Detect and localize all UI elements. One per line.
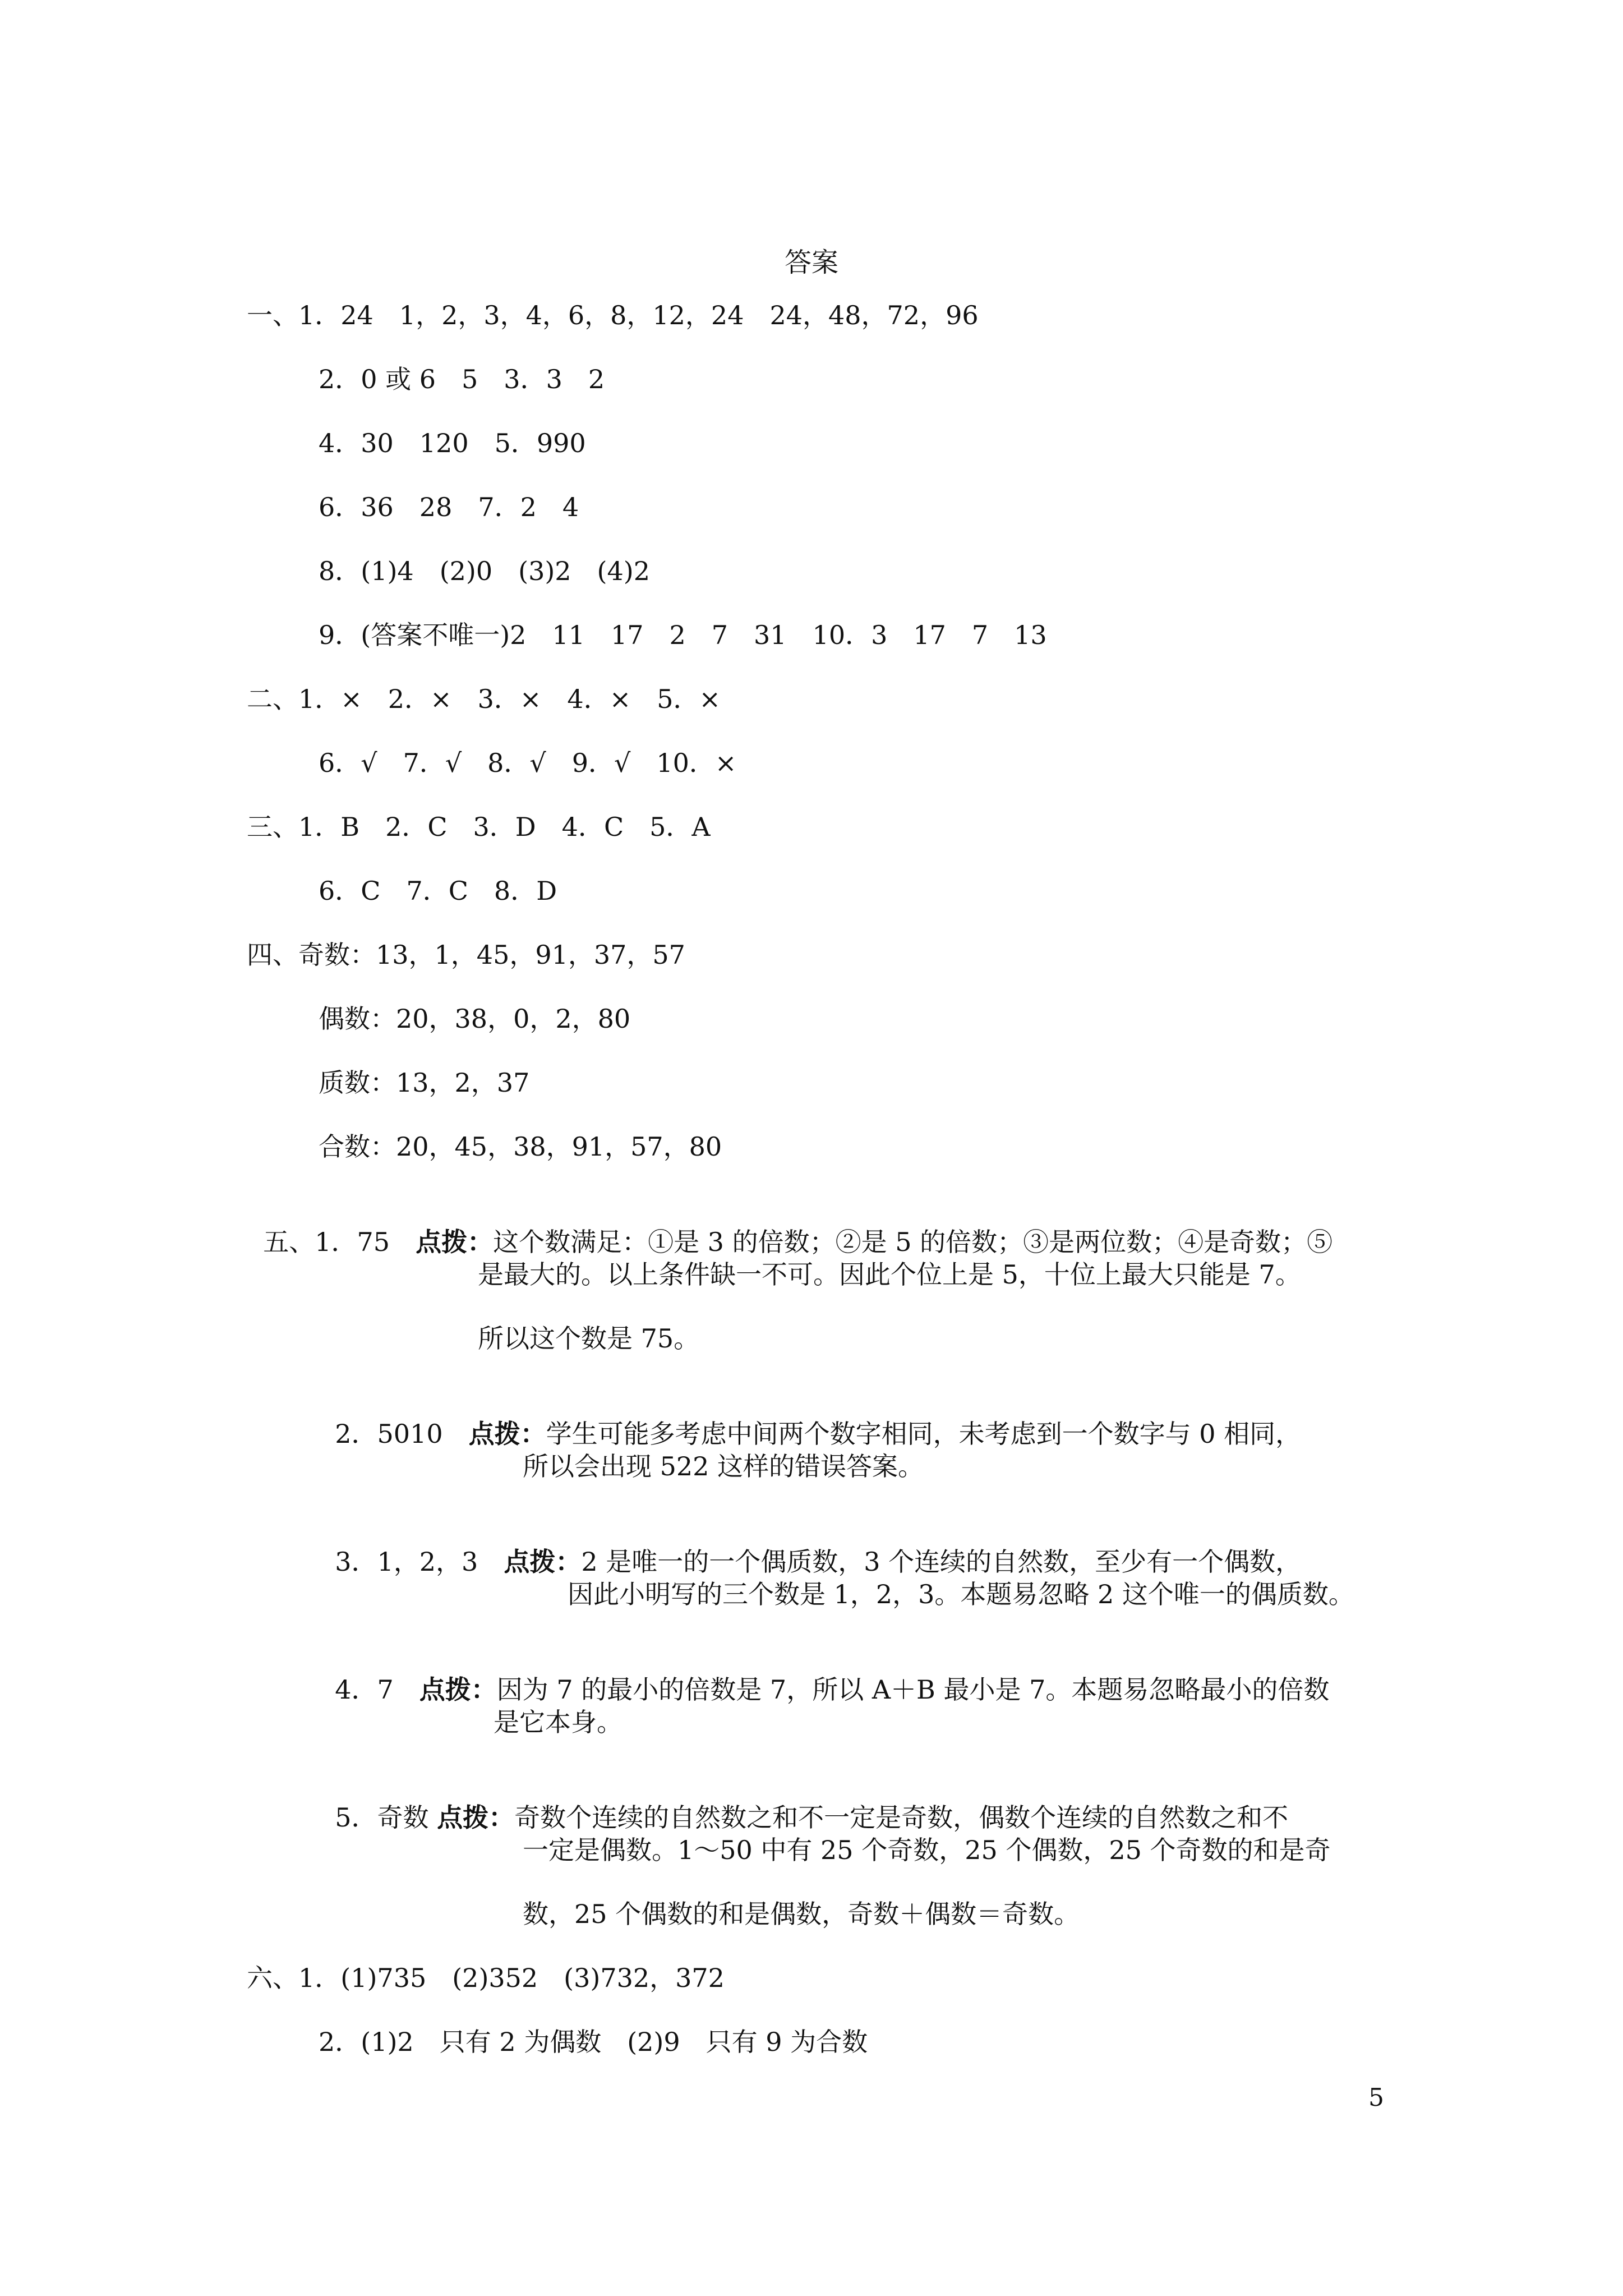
hint-text: 是最大的。以上条件缺一不可。因此个位上是 5，十位上最大只能是 7。 xyxy=(478,1259,1301,1290)
answer-line: 三、1．B 2．C 3．D 4．C 5．A xyxy=(247,812,711,842)
answer-text: 2．5010 xyxy=(335,1419,469,1449)
answer-line: 2．(1)2 只有 2 为偶数 (2)9 只有 9 为合数 xyxy=(319,2027,868,2057)
answer-line: 质数：13，2，37 xyxy=(319,1068,530,1098)
answer-line: 2．0 或 6 5 3．3 2 xyxy=(319,364,605,394)
answer-line: 6．C 7．C 8．D xyxy=(319,876,557,906)
page-number: 5 xyxy=(1368,2083,1384,2112)
hint-text: 学生可能多考虑中间两个数字相同，未考虑到一个数字与 0 相同， xyxy=(546,1419,1302,1449)
hint-text: 2 是唯一的一个偶质数，3 个连续的自然数，至少有一个偶数， xyxy=(581,1547,1302,1577)
answer-line: 二、1．× 2．× 3．× 4．× 5．× xyxy=(247,684,721,714)
answer-line: 6．36 28 7．2 4 xyxy=(319,492,579,522)
answer-line: 合数：20，45，38，91，57，80 xyxy=(319,1131,722,1162)
answer-line: 偶数：20，38，0，2，80 xyxy=(319,1004,631,1034)
hint-text: 因此小明写的三个数是 1，2，3。本题易忽略 2 这个唯一的偶质数。 xyxy=(568,1579,1354,1609)
hint-text: 所以这个数是 75。 xyxy=(478,1323,700,1354)
answer-line: 4．30 120 5．990 xyxy=(319,428,586,458)
hint-text: 奇数个连续的自然数之和不一定是奇数，偶数个连续的自然数之和不 xyxy=(514,1802,1289,1833)
page-title: 答案 xyxy=(784,247,838,278)
hint-label: 点拨： xyxy=(437,1802,515,1833)
answer-line xyxy=(247,1195,1332,1258)
hint-text: 所以会出现 522 这样的错误答案。 xyxy=(523,1451,924,1481)
hint-label: 点拨： xyxy=(504,1547,582,1577)
answer-line: 一、1．24 1，2，3，4，6，8，12，24 24，48，72，96 xyxy=(247,300,979,330)
hint-text: 因为 7 的最小的倍数是 7，所以 A＋B 最小是 7。本题易忽略最小的倍数 xyxy=(496,1674,1330,1705)
answer-line xyxy=(319,1770,1288,1833)
hint-label: 点拨： xyxy=(419,1674,497,1705)
hint-label: 点拨： xyxy=(416,1227,494,1257)
hint-text: 一定是偶数。1～50 中有 25 个奇数，25 个偶数，25 个奇数的和是奇 xyxy=(523,1835,1331,1865)
hint-text: 这个数满足：①是 3 的倍数；②是 5 的倍数；③是两位数；④是奇数；⑤ xyxy=(493,1227,1333,1257)
answer-line: 8．(1)4 (2)0 (3)2 (4)2 xyxy=(319,556,650,586)
answer-text: 五、1．75 xyxy=(263,1227,416,1257)
answer-line: 四、奇数：13，1，45，91，37，57 xyxy=(247,940,685,970)
hint-text: 是它本身。 xyxy=(494,1707,623,1737)
answer-text: 5．奇数 xyxy=(335,1802,437,1833)
answer-line: 6．√ 7．√ 8．√ 9．√ 10．× xyxy=(319,748,737,778)
answer-line: 六、1．(1)735 (2)352 (3)732，372 xyxy=(247,1963,725,1993)
answer-text: 4．7 xyxy=(335,1674,419,1705)
hint-text: 数，25 个偶数的和是偶数，奇数＋偶数＝奇数。 xyxy=(523,1899,1080,1929)
answer-text: 3．1，2，3 xyxy=(335,1547,504,1577)
hint-label: 点拨： xyxy=(468,1419,546,1449)
answer-line: 9．(答案不唯一)2 11 17 2 7 31 10．3 17 7 13 xyxy=(319,620,1047,650)
answer-line xyxy=(319,1515,1301,1577)
answer-line xyxy=(319,1387,1301,1450)
answer-line xyxy=(319,1642,1329,1705)
